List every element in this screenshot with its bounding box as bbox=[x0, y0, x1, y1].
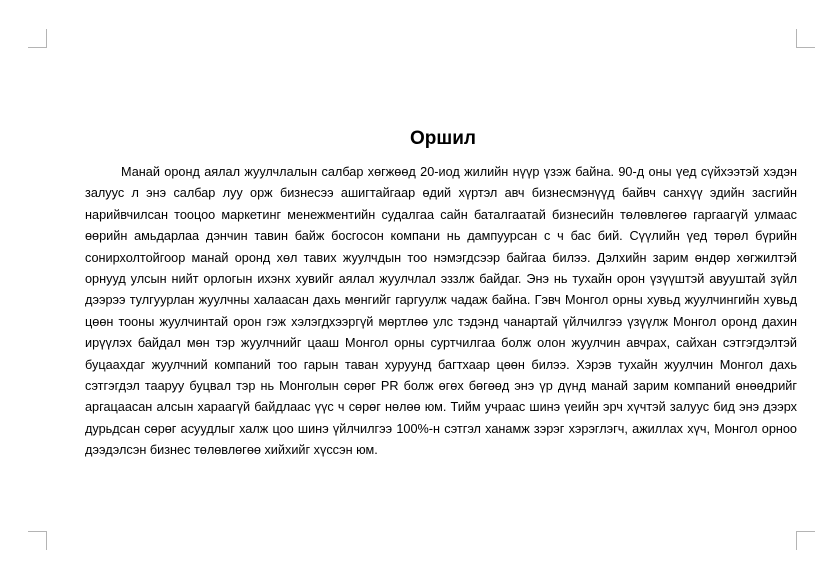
margin-mark-top-left bbox=[28, 29, 47, 48]
margin-mark-bottom-left bbox=[28, 531, 47, 550]
body-paragraph: Манай оронд аялал жуулчлалын салбар хөгжөөд 20-иод жилийн нүүр үзэж байна. 90-д оны үед сүйхээтэй хэдэн залуус л энэ салбар луу орж бизнесээ ашигтайгаар өдий хүртэл авч бизнесмэнүүд байвч санхүү эдийн засгийн нарийвчилсан тооцоо маркетинг менежментийн судалгаа сайн баталгаатай бизнесийн төлөвлөгөө гаргаагүй улмаас өөрийн амьдарлаа дэнчин тавин байж босгосон компани нь дампуурсан с ч бас бий. Сүүлийн үед төрөл бүрийн сонирхолтойгоор манай оронд хөл тавих жуулчдын тоо нэмэгдсээр байгаа билээ. Дэлхийн зарим өндөр хөгжилтэй орнууд улсын нийт орлогын ихэнх хувийг аялал жуулчлал эззлж байдаг. Энэ нь тухайн орон үзүүштэй авууштай зүйл дээрээ тулгуурлан жуулчны халаасан дахь мөнгийг гаргуулж чадаж байна. Гэвч Монгол орны хувьд жуулчингийн хувьд цөөн тооны жуулчинтай орон гэж хэлэгдхээргүй мөртлөө улс тэдэнд чанартай үйлчилгээ үзүүлж Монгол оронд дахин ирүүлэх байдал мөн тэр жуулчнийг цааш Монгол орны суртчилгаа болж олон жуулчин авчрах, сайхан сэтгэгдэлтэй буцаахдаг жуулчний компаний тоо гарын таван хуруунд багтхаар цөөн билээ. Хэрэв тухайн жуулчин Монгол дахь сэтгэгдэл тааруу буцвал тэр нь Монголын сөрөг PR болж өгөх бөгөөд энэ үр дүнд манай зарим компаний өнөөдрийг аргацаасан алсын хараагүй байдлаас үүс ч сөрөг нөлөө юм. Тийм учраас шинэ үеийн эрч хүчтэй залуус бид энэ дээрх дурьдсан сөрөг асуудлыг халж цоо шинэ үйлчилгээ 100%-н сэтгэл ханамж зэрэг хэрэглэгч, ажиллах хүч, Монгол орноо дээдэлсэн бизнес төлөвлөгөө хийхийг хүссэн юм. bbox=[85, 165, 797, 458]
document-content[interactable] bbox=[85, 126, 797, 462]
margin-mark-bottom-right bbox=[796, 531, 815, 550]
section-title: Оршил bbox=[410, 128, 476, 149]
margin-mark-top-right bbox=[796, 29, 815, 48]
